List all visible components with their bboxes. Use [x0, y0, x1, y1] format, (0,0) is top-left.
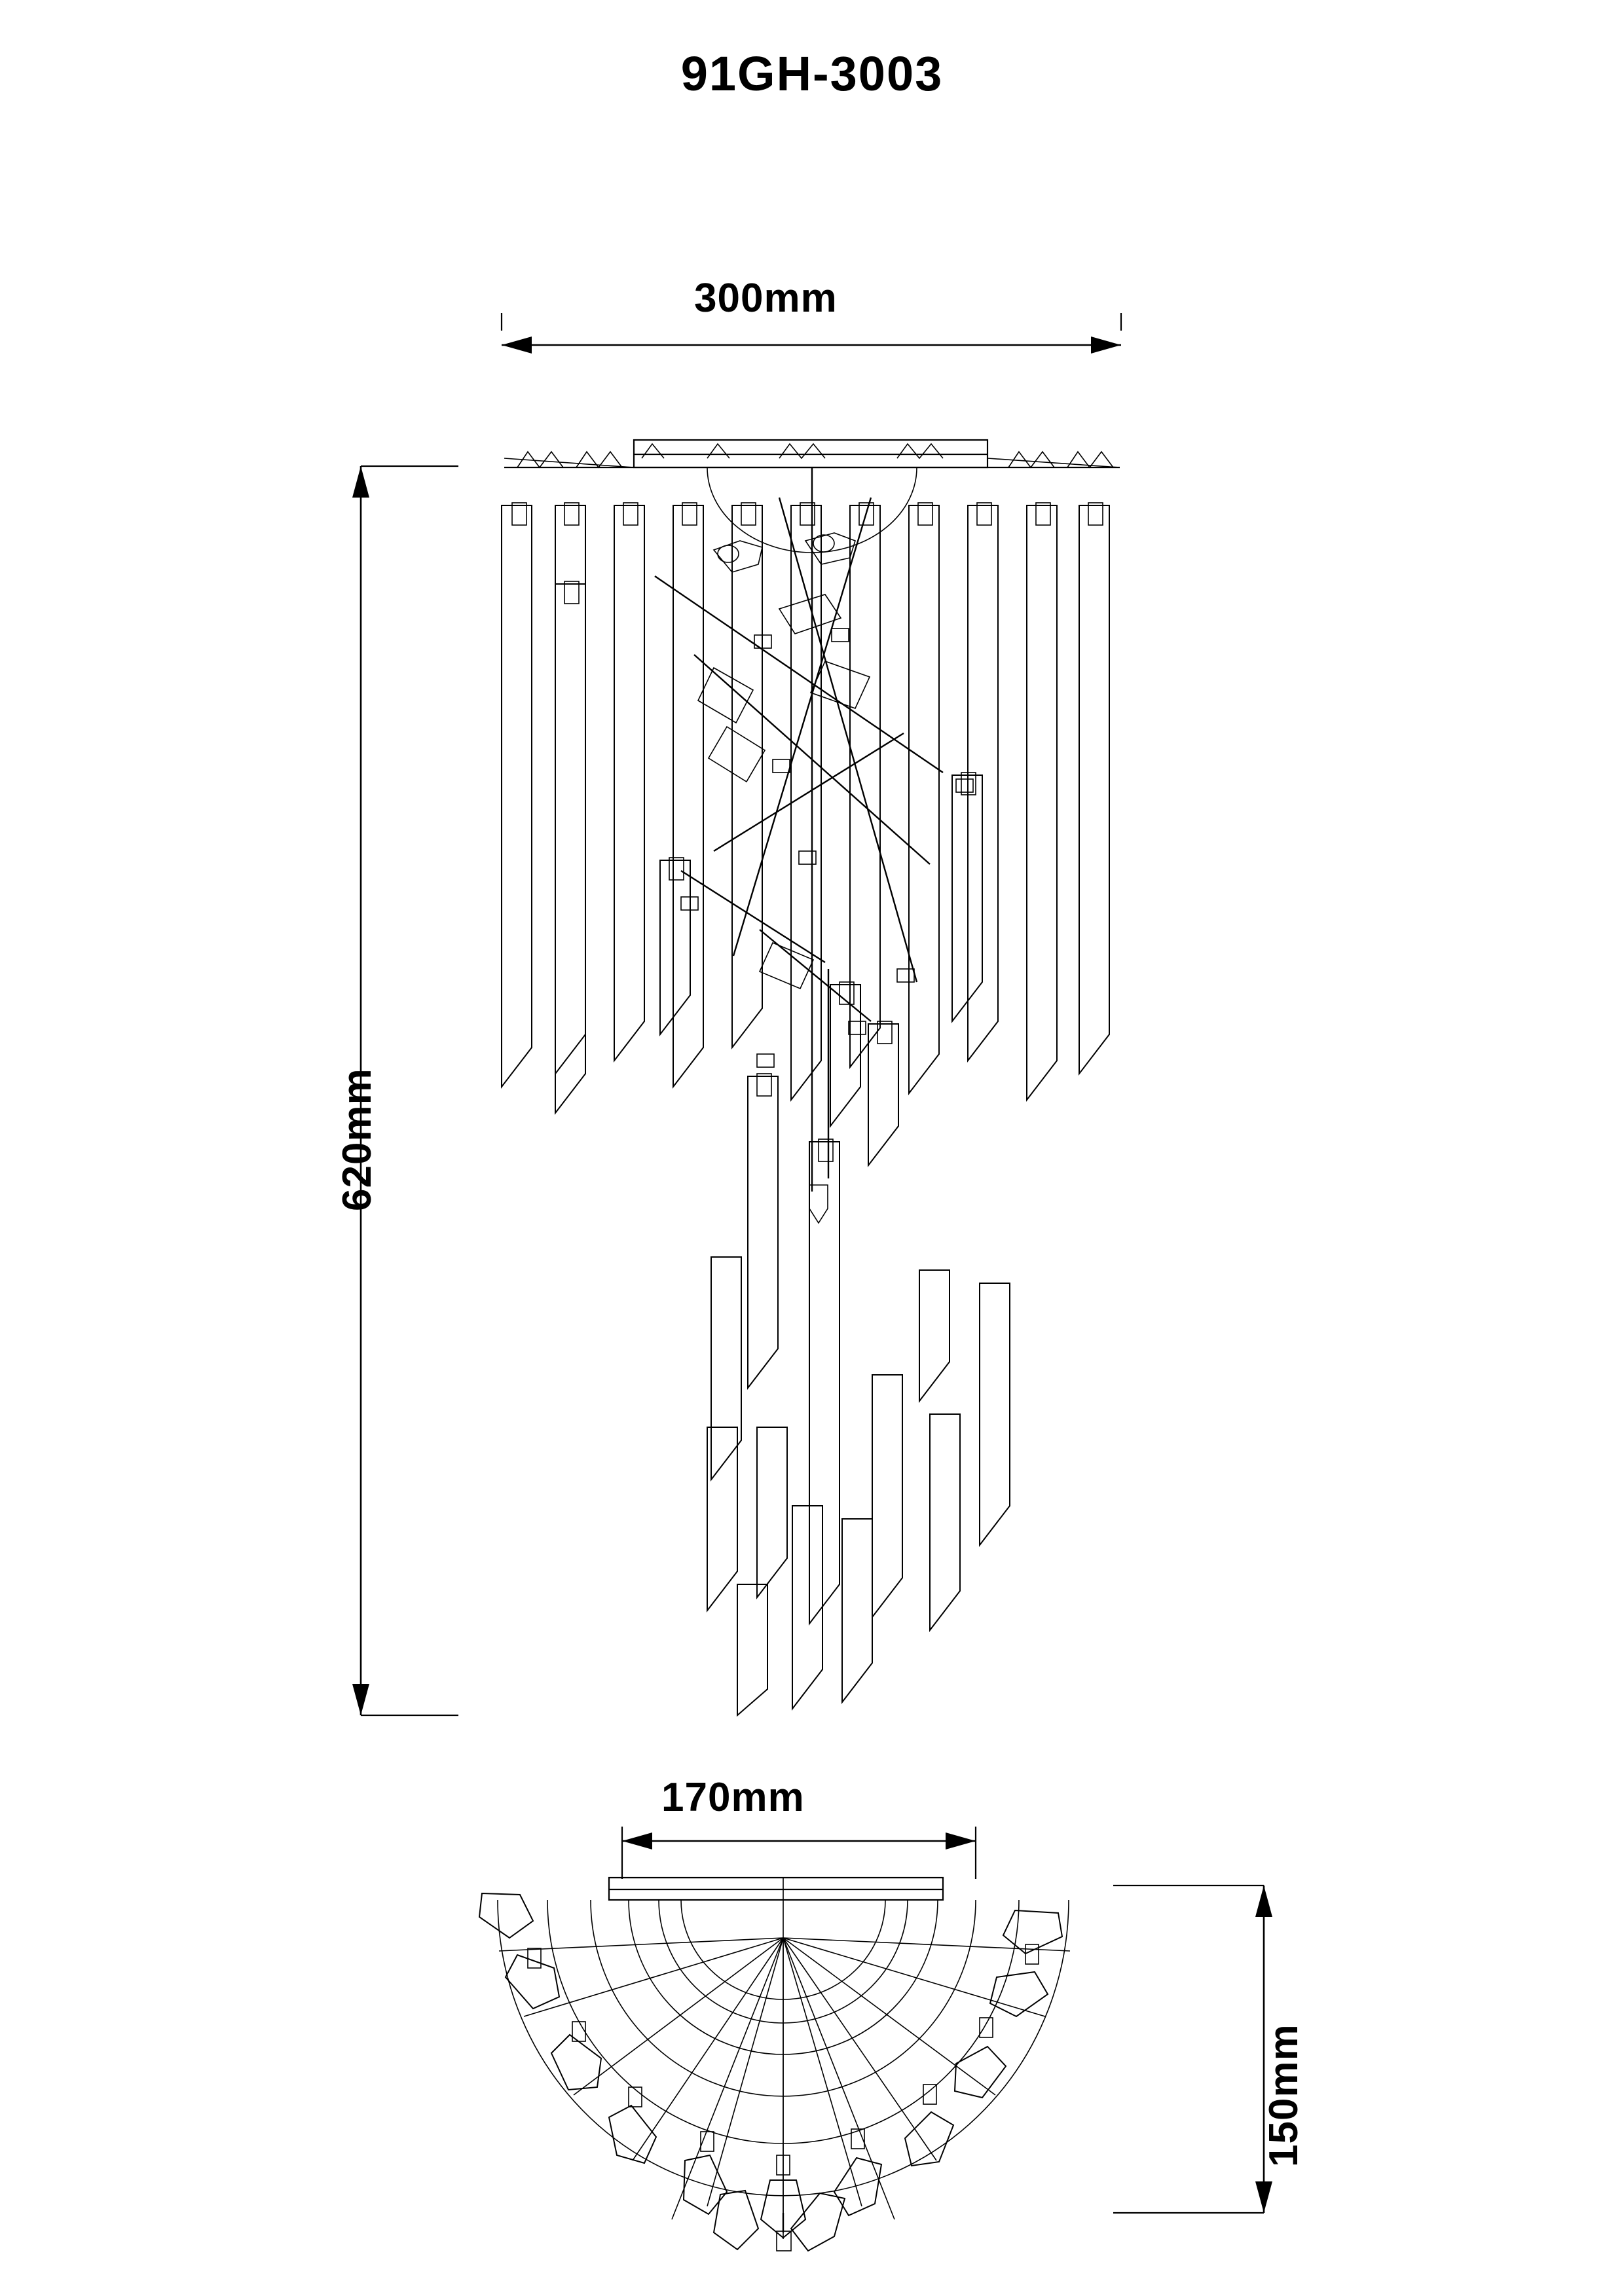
page-title: 91GH-3003 — [680, 46, 944, 101]
bottom-plan-view — [479, 1878, 1070, 2251]
dimension-width-top — [502, 313, 1121, 354]
crystal-blades-second-tier — [555, 581, 982, 1165]
dimension-label-depth: 150mm — [1261, 2024, 1306, 2167]
dimension-label-width-bottom: 170mm — [661, 1775, 805, 1820]
dimension-depth — [1113, 1886, 1272, 2213]
plan-center-stem — [777, 2213, 791, 2251]
internal-frame-arms — [655, 467, 973, 1223]
dimension-height — [352, 466, 458, 1715]
plan-radial-arms — [499, 1938, 1070, 2226]
crystal-blades-lower-tier — [707, 1074, 1010, 1715]
crystal-blades-outer — [502, 505, 1109, 1113]
dimension-label-height: 620mm — [335, 1068, 380, 1211]
dimension-label-width-top: 300mm — [694, 276, 838, 321]
dimension-width-bottom — [622, 1827, 976, 1879]
front-elevation-view — [502, 440, 1120, 1715]
top-ring-ornaments — [517, 444, 1113, 467]
crystal-clips-row — [512, 503, 1103, 525]
